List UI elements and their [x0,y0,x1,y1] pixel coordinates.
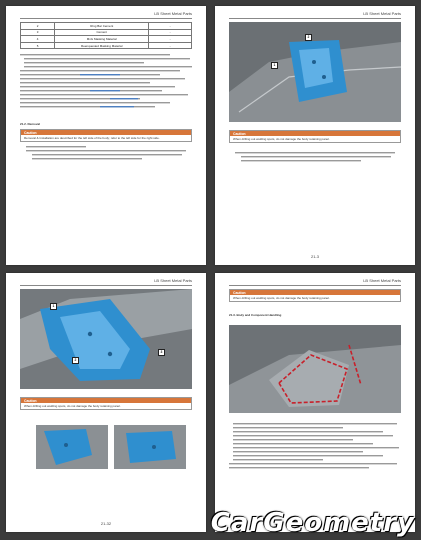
caution-box [20,129,192,142]
caution-text: Removal & Installation are described for the left side of the body; refer to the left side for the right side. [24,136,160,141]
caution-box [229,289,401,302]
table-cell: 2 [21,23,55,30]
table-cell: 4 [21,36,55,43]
table-cell: Cement [55,29,149,36]
table-cell: 5 [21,42,55,49]
caution-title: Caution [21,130,191,135]
caution-text: When drilling out welding spots, do not damage the body retaining panel. [233,296,330,301]
callout-marker: 2 [305,34,312,41]
table-cell: 3 [21,29,55,36]
table-cell: Reenquested Masking Material [55,42,149,49]
caution-title: Caution [230,131,400,136]
header-rule [229,18,401,19]
header-rule [20,285,192,286]
caution-box [229,130,401,143]
page-number: 21-3 [310,254,319,259]
table-cell: - [149,42,192,49]
page-header: LB Sheet Metal Parts [154,278,192,283]
watermark-logo: CarGeometry [210,508,415,538]
manual-page-4 [215,273,415,532]
caution-box [20,397,192,410]
page-number: 21-32 [100,521,112,526]
text-lines-graphic [20,146,192,166]
detail-photo-left [36,425,108,469]
step-heading: 21.2. Removal [20,122,41,126]
callout-marker: 3 [158,349,165,356]
manual-page-1 [6,6,206,265]
page-header: LB Sheet Metal Parts [154,11,192,16]
body-panel-photo [20,289,192,389]
car-body-illustration [229,22,401,122]
text-lines-graphic [229,152,401,172]
caution-title: Caution [21,398,191,403]
table-row [21,36,192,43]
text-lines-graphic [20,54,192,124]
step-heading: 21.3. Body and Component Handling [229,313,282,317]
table-cell: - [149,36,192,43]
instruction-text-block [229,423,401,488]
table-cell: MxG Masking Material [55,36,149,43]
detail-photo-right [114,425,186,469]
materials-table [20,22,192,49]
procedure-lines [229,152,401,177]
callout-marker: 2 [72,357,79,364]
callout-marker: 1 [50,303,57,310]
bracket-detail-illustration [36,425,108,469]
table-cell: - [149,23,192,30]
page-header: LB Sheet Metal Parts [363,278,401,283]
table-cell: - [149,29,192,36]
car-body-illustration [229,325,401,413]
body-panel-photo [229,325,401,413]
table-row [21,42,192,49]
table-row [21,23,192,30]
header-rule [20,18,192,19]
manual-page-2 [215,6,415,265]
manual-page-3 [6,273,206,532]
bracket-detail-illustration [114,425,186,469]
table-row [21,29,192,36]
callout-marker: 1 [271,62,278,69]
caution-title: Caution [230,290,400,295]
caution-text: When drilling out welding spots, do not damage the body retaining panel. [233,137,330,142]
table-cell: Ring Bar Cement [55,23,149,30]
header-rule [229,285,401,286]
instruction-text-block [20,54,192,129]
car-body-illustration [20,289,192,389]
page-header: LB Sheet Metal Parts [363,11,401,16]
body-panel-photo [229,22,401,122]
caution-text: When drilling out welding spots, do not damage the body retaining panel. [24,404,121,409]
text-lines-graphic [229,423,401,483]
procedure-lines [20,146,192,171]
